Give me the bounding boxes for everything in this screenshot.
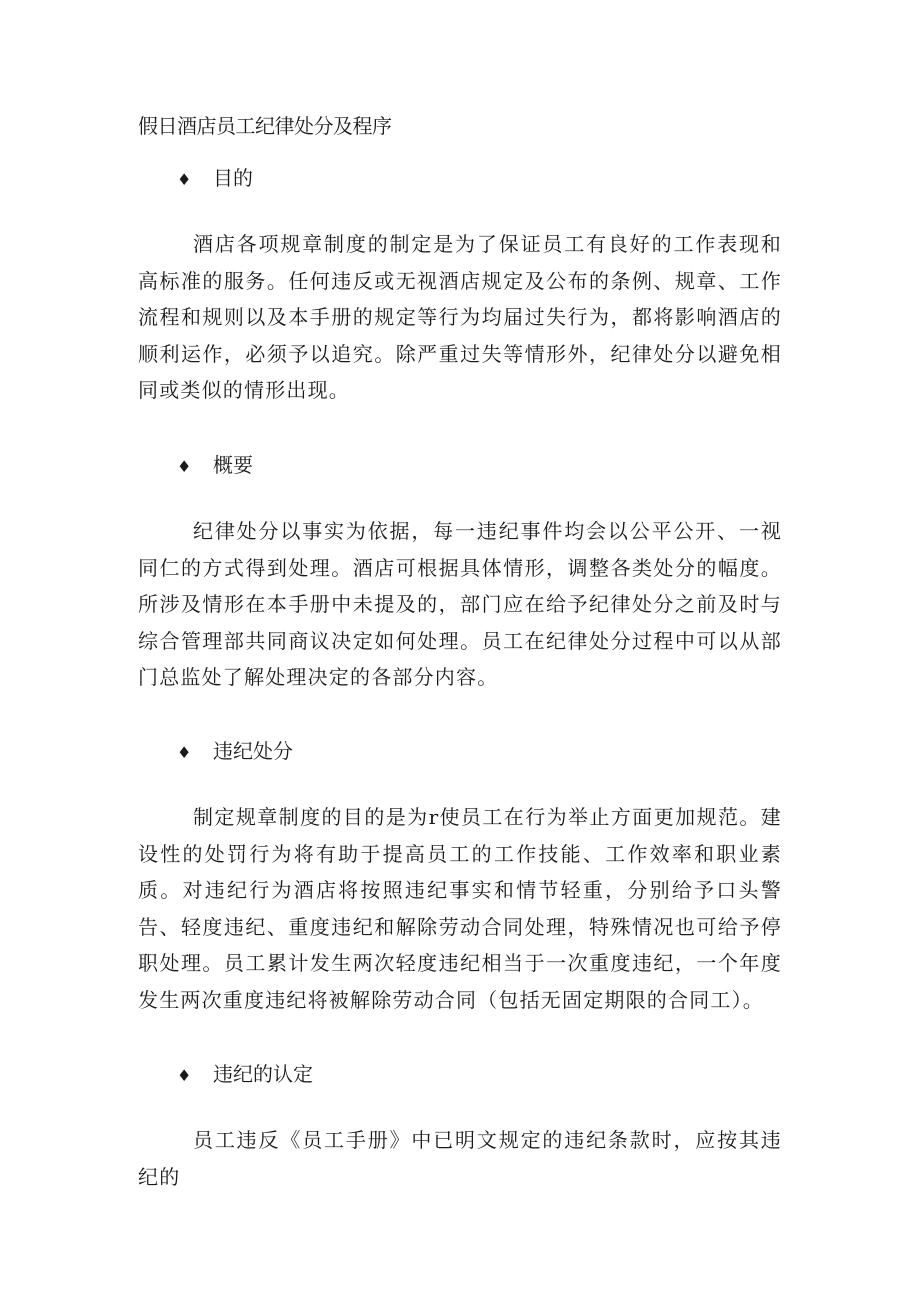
- diamond-bullet-icon: ♦: [177, 457, 192, 476]
- diamond-bullet-icon: ♦: [177, 170, 192, 189]
- section-body-disciplinary-action: 制定规章制度的目的是为r使员工在行为举止方面更加规范。建设性的处罚行为将有助于提高员工的工作技能、工作效率和职业素质。对违纪行为酒店将按照违纪事实和情节轻重，分别给予口头警告、轻度违纪、重度违纪和解除劳动合同处理，特殊情况也可给予停职处理。员工累计发生两次轻度违纪相当于一次重度违纪，一个年度发生两次重度违纪将被解除劳动合同（包括无固定期限的合同工）。: [138, 805, 782, 1012]
- section-heading-purpose: [177, 165, 253, 191]
- section-heading-disciplinary-action: [177, 738, 293, 764]
- section-body-purpose: 酒店各项规章制度的制定是为了保证员工有良好的工作表现和高标准的服务。任何违反或无视酒店规定及公布的条例、规章、工作流程和规则以及本手册的规定等行为均届过失行为，都将影响酒店的顺利运作，必须予以追究。除严重过失等情形外，纪律处分以避免相同或类似的情形出现。: [138, 232, 782, 403]
- section-heading-label: 概要: [213, 453, 253, 477]
- diamond-bullet-icon: ♦: [177, 1066, 192, 1085]
- section-body-overview: 纪律处分以事实为依据，每一违纪事件均会以公平公开、一视同仁的方式得到处理。酒店可根据具体情形，调整各类处分的幅度。所涉及情形在本手册中未提及的，部门应在给予纪律处分之前及时与综合管理部共同商议决定如何处理。员工在纪律处分过程中可以从部门总监处了解处理决定的各部分内容。: [138, 519, 782, 690]
- section-heading-label: 目的: [213, 166, 253, 190]
- section-heading-violation-determination: [177, 1061, 313, 1087]
- diamond-bullet-icon: ♦: [177, 743, 192, 762]
- section-heading-label: 违纪处分: [213, 739, 293, 763]
- section-heading-label: 违纪的认定: [213, 1062, 313, 1086]
- section-body-violation-determination: 员工违反《员工手册》中已明文规定的违纪条款时，应按其违纪的: [138, 1128, 782, 1189]
- section-heading-overview: [177, 452, 253, 478]
- document-title: 假日酒店员工纪律处分及程序: [138, 114, 392, 138]
